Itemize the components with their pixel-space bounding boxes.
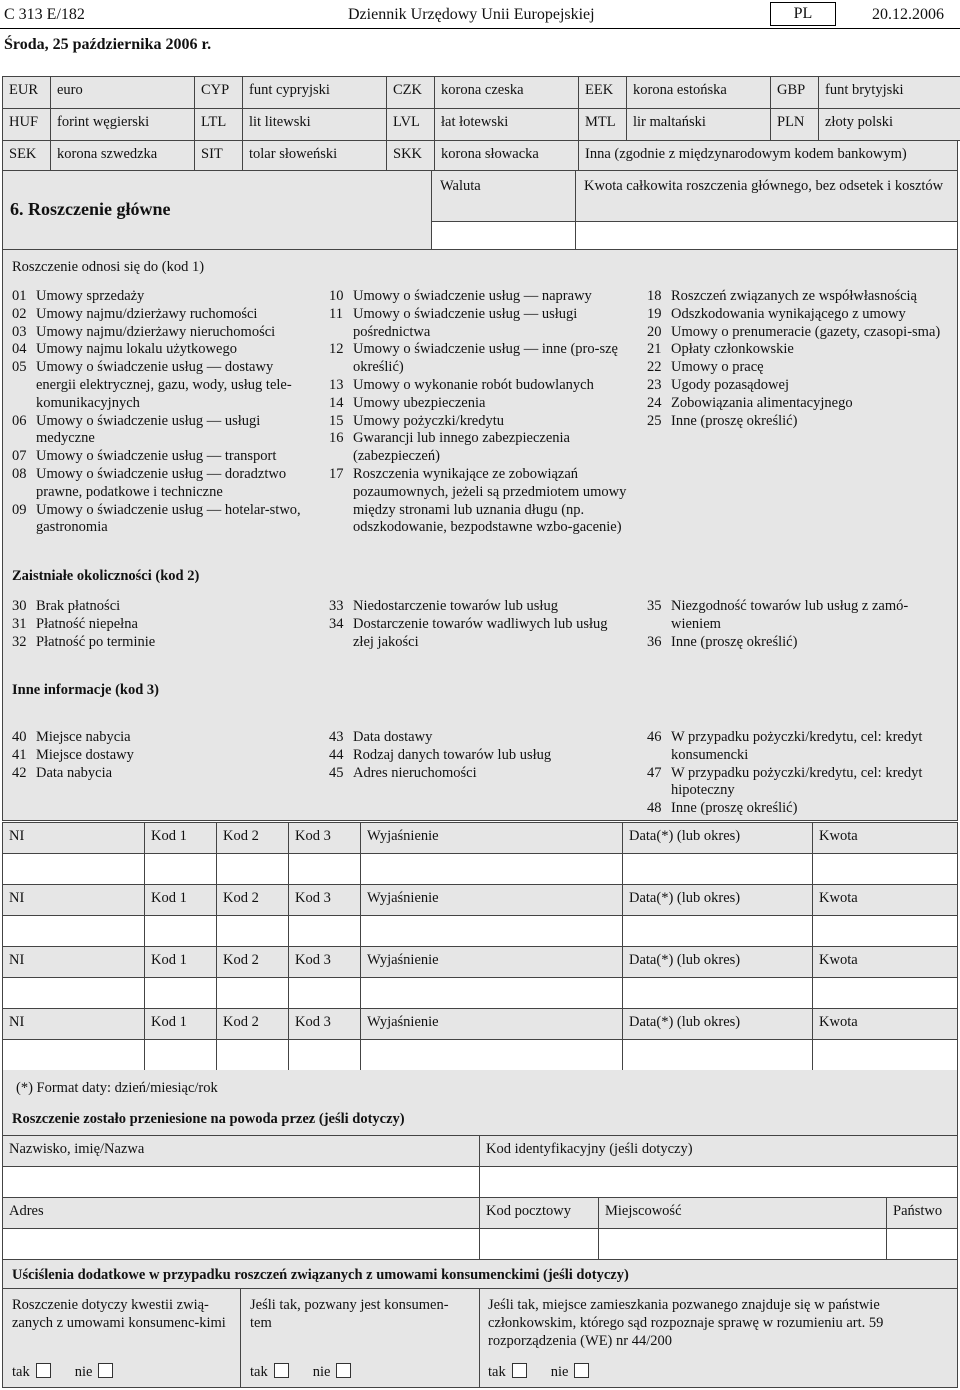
code-number: 24 xyxy=(647,394,662,411)
currency-name-pln: złoty polski xyxy=(818,108,960,141)
code-item xyxy=(12,306,312,324)
q1-yes-checkbox[interactable] xyxy=(36,1363,51,1378)
language-badge: PL xyxy=(770,2,836,26)
transfer-city-label: Miejscowość xyxy=(605,1203,682,1219)
section6-title: 6. Roszczenie główne xyxy=(10,199,171,219)
code-item xyxy=(329,413,632,431)
codes-code2-header xyxy=(216,946,289,978)
codes-amount-header xyxy=(812,822,958,854)
codes-amount-header xyxy=(812,1008,958,1040)
doc-date: 20.12.2006 xyxy=(872,6,944,23)
q3-yes-checkbox[interactable] xyxy=(512,1363,527,1378)
q1-yes-label: tak xyxy=(12,1364,30,1380)
code-item xyxy=(329,288,632,306)
q2-no-label: nie xyxy=(312,1364,331,1380)
code-number: 02 xyxy=(12,305,27,322)
transfer-postcode-input[interactable] xyxy=(479,1228,599,1260)
q1-no-label: nie xyxy=(74,1364,93,1380)
code-item xyxy=(647,288,943,306)
code-number: 13 xyxy=(329,376,344,393)
transfer-name-input[interactable] xyxy=(2,1166,480,1198)
code-text: Gwarancji lub innego zabezpieczenia (zabezpieczeń) xyxy=(353,430,570,465)
codes-date-label: Data(*) (lub okres) xyxy=(629,828,741,844)
code-number: 35 xyxy=(647,598,662,614)
code1-col1 xyxy=(12,288,312,537)
code-item xyxy=(329,306,632,342)
currency-name-lvl: łat łotewski xyxy=(434,108,579,141)
code-number: 15 xyxy=(329,412,344,429)
code3-col2 xyxy=(329,729,632,782)
q3-no-checkbox[interactable] xyxy=(574,1363,589,1378)
footnote: (*) Format daty: dzień/miesiąc/rok xyxy=(16,1080,218,1096)
code-text: Adres nieruchomości xyxy=(353,764,477,781)
code-text: Umowy o świadczenie usług — hotelar-stwo, gastronomia xyxy=(36,501,301,536)
currency-name-gbp: funt brytyjski xyxy=(818,76,960,109)
codes-code3-label: Kod 3 xyxy=(295,828,331,844)
code-number: 33 xyxy=(329,598,344,614)
code1-col2 xyxy=(329,288,632,537)
transfer-name-label: Nazwisko, imię/Nazwa xyxy=(9,1141,145,1157)
codes-explanation-header xyxy=(360,946,623,978)
transfer-id-cell xyxy=(479,1135,958,1167)
code2-col2 xyxy=(329,598,632,651)
currency-code-lvl[interactable]: LVL xyxy=(386,108,435,141)
codes-amount-header xyxy=(812,946,958,978)
codes-explanation-input[interactable] xyxy=(360,977,623,1009)
transfer-id-label: Kod identyfikacyjny (jeśli dotyczy) xyxy=(486,1141,693,1157)
codes-ni-label: NI xyxy=(9,1014,25,1030)
codes-explanation-label: Wyjaśnienie xyxy=(367,890,439,906)
codes-code3-header xyxy=(288,822,361,854)
code-number: 19 xyxy=(647,305,662,322)
code-number: 16 xyxy=(329,430,344,447)
code-number: 21 xyxy=(647,341,662,358)
currency-name-cyp: funt cypryjski xyxy=(242,76,387,109)
amount-label: Kwota całkowita roszczenia głównego, bez odsetek i kosztów xyxy=(584,178,944,194)
codes-code2-input[interactable] xyxy=(216,853,289,885)
transfer-id-input[interactable] xyxy=(479,1166,958,1198)
code-text: W przypadku pożyczki/kredytu, cel: kredyt konsumencki xyxy=(671,729,923,763)
code-text: Zobowiązania alimentacyjnego xyxy=(671,394,853,411)
code-text: Umowy ubezpieczenia xyxy=(353,394,486,411)
journal-title: Dziennik Urzędowy Unii Europejskiej xyxy=(348,6,595,23)
amount-input[interactable] xyxy=(575,221,958,250)
code-number: 43 xyxy=(329,729,344,745)
code-item xyxy=(647,359,943,377)
code-item xyxy=(647,306,943,324)
code-text: Umowy o świadczenie usług — dostawy energii elektrycznej, gazu, wody, usług tele-komunikacyjnych xyxy=(36,359,292,411)
code-item xyxy=(647,598,943,634)
consumer-q2: Jeśli tak, pozwany jest konsumen-tem xyxy=(250,1297,449,1331)
q3-no-label: nie xyxy=(550,1364,569,1380)
code-number: 17 xyxy=(329,465,344,482)
code-number: 45 xyxy=(329,764,344,781)
transfer-postcode-cell xyxy=(479,1197,599,1229)
code-text: Niezgodność towarów lub usług z zamó-wieniem xyxy=(671,598,909,632)
currency-input[interactable] xyxy=(431,221,576,250)
code3-title: Inne informacje (kod 3) xyxy=(12,682,160,698)
code-text: Umowy o świadczenie usług — usługi pośrednictwa xyxy=(353,305,578,340)
codes-code3-input[interactable] xyxy=(288,853,361,885)
codes-amount-input[interactable] xyxy=(812,915,958,947)
code-item xyxy=(329,466,632,537)
code-number: 11 xyxy=(329,305,343,322)
codes-code1-header xyxy=(144,822,217,854)
codes-date-label: Data(*) (lub okres) xyxy=(629,890,741,906)
codes-date-label: Data(*) (lub okres) xyxy=(629,952,741,968)
codes-code2-header xyxy=(216,822,289,854)
code-text: Umowy o świadczenie usług — doradztwo prawne, podatkowe i techniczne xyxy=(36,465,287,500)
code-text: Umowy najmu/dzierżawy ruchomości xyxy=(36,305,258,322)
codes-ni-header xyxy=(2,1008,145,1040)
q2-choice xyxy=(250,1363,351,1381)
code-number: 01 xyxy=(12,288,27,304)
codes-code3-input[interactable] xyxy=(288,977,361,1009)
codes-date-header xyxy=(622,822,813,854)
codes-code1-input[interactable] xyxy=(144,915,217,947)
code-item xyxy=(647,377,943,395)
codes-code3-input[interactable] xyxy=(288,915,361,947)
code-text: Umowy o prenumeracie (gazety, czasopi-sma) xyxy=(671,323,941,340)
currency-name-ltl: lit litewski xyxy=(242,108,387,141)
code-text: Umowy o wykonanie robót budowlanych xyxy=(353,376,594,393)
code-item xyxy=(12,616,312,634)
code-text: Umowy najmu/dzierżawy nieruchomości xyxy=(36,323,276,340)
consumer-q1: Roszczenie dotyczy kwestii zwią-zanych z umowami konsumenc-kimi xyxy=(12,1297,226,1331)
codes-amount-input[interactable] xyxy=(812,853,958,885)
code-text: Inne (proszę określić) xyxy=(671,412,798,429)
currency-code-czk[interactable]: CZK xyxy=(386,76,435,109)
codes-ni-input[interactable] xyxy=(2,915,145,947)
code-item xyxy=(647,634,943,652)
currency-code-mtl[interactable]: MTL xyxy=(578,108,627,141)
currency-code-skk[interactable]: SKK xyxy=(386,140,435,173)
codes-date-input[interactable] xyxy=(622,977,813,1009)
code-text: Roszczeń związanych ze współwłasnością xyxy=(671,288,917,304)
transfer-address-label: Adres xyxy=(9,1203,44,1219)
codes-explanation-header xyxy=(360,1008,623,1040)
codes-code3-header xyxy=(288,1008,361,1040)
code-number: 30 xyxy=(12,598,27,614)
currency-name-eur: euro xyxy=(50,76,195,109)
code-text: Dostarczenie towarów wadliwych lub usług złej jakości xyxy=(353,615,608,650)
codes-explanation-input[interactable] xyxy=(360,915,623,947)
code-item xyxy=(329,377,632,395)
code-number: 18 xyxy=(647,288,662,304)
currency-name-czk: korona czeska xyxy=(434,76,579,109)
codes-code1-label: Kod 1 xyxy=(151,952,187,968)
transfer-title: Roszczenie zostało przeniesione na powoda przez (jeśli dotyczy) xyxy=(12,1111,405,1127)
codes-date-header xyxy=(622,1008,813,1040)
header-divider xyxy=(0,28,960,29)
code-number: 36 xyxy=(647,633,662,650)
codes-code2-header xyxy=(216,1008,289,1040)
q3-choice xyxy=(488,1363,589,1381)
currency-code-pln[interactable]: PLN xyxy=(770,108,819,141)
currency-name-mtl: lir maltański xyxy=(626,108,771,141)
currency-name-sit: tolar słoweński xyxy=(242,140,387,173)
code-item xyxy=(647,800,943,818)
codes-amount-input[interactable] xyxy=(812,977,958,1009)
codes-code1-label: Kod 1 xyxy=(151,890,187,906)
codes-amount-label: Kwota xyxy=(819,890,858,906)
code-item xyxy=(12,413,312,449)
code-number: 07 xyxy=(12,448,27,465)
code-item xyxy=(329,430,632,466)
codes-code2-input[interactable] xyxy=(216,1039,289,1071)
codes-ni-input[interactable] xyxy=(2,1039,145,1071)
codes-date-input[interactable] xyxy=(622,1039,813,1071)
currency-label: Waluta xyxy=(440,178,481,194)
code-number: 23 xyxy=(647,376,662,393)
code-item xyxy=(647,413,943,431)
codes-explanation-input[interactable] xyxy=(360,853,623,885)
codes-code1-header xyxy=(144,946,217,978)
code-item xyxy=(12,598,312,616)
currency-code-sek[interactable]: SEK xyxy=(2,140,51,173)
codes-explanation-input[interactable] xyxy=(360,1039,623,1071)
codes-code1-header xyxy=(144,1008,217,1040)
codes-code1-header xyxy=(144,884,217,916)
currency-name-eek: korona estońska xyxy=(626,76,771,109)
code2-col1 xyxy=(12,598,312,651)
code-item xyxy=(329,765,632,783)
codes-code2-input[interactable] xyxy=(216,977,289,1009)
code-text: Umowy sprzedaży xyxy=(36,288,145,304)
codes-code2-label: Kod 2 xyxy=(223,890,259,906)
codes-ni-header xyxy=(2,884,145,916)
codes-ni-header xyxy=(2,946,145,978)
code-number: 48 xyxy=(647,800,662,817)
code-item xyxy=(329,598,632,616)
code-number: 20 xyxy=(647,323,662,340)
currency-name-sek: korona szwedzka xyxy=(50,140,195,173)
codes-ni-header xyxy=(2,822,145,854)
codes-code3-header xyxy=(288,884,361,916)
code-item xyxy=(647,324,943,342)
code1-col3 xyxy=(647,288,943,430)
code2-col3 xyxy=(647,598,943,651)
code-item xyxy=(329,729,632,747)
code-number: 32 xyxy=(12,633,27,650)
code-text: Data nabycia xyxy=(36,764,113,781)
q2-yes-checkbox[interactable] xyxy=(274,1363,289,1378)
code-text: Rodzaj danych towarów lub usług xyxy=(353,746,552,763)
session-date: Środa, 25 października 2006 r. xyxy=(4,36,212,53)
codes-code3-input[interactable] xyxy=(288,1039,361,1071)
code-item xyxy=(12,288,312,306)
codes-amount-label: Kwota xyxy=(819,1014,858,1030)
codes-amount-label: Kwota xyxy=(819,828,858,844)
consumer-title: Uściślenia dodatkowe w przypadku roszczeń związanych z umowami konsumenckimi (jeśli dotyczy) xyxy=(12,1267,629,1283)
code-number: 25 xyxy=(647,412,662,429)
code-number: 12 xyxy=(329,341,344,358)
codes-explanation-header xyxy=(360,884,623,916)
code-item xyxy=(647,341,943,359)
codes-code3-label: Kod 3 xyxy=(295,952,331,968)
code-text: Miejsce dostawy xyxy=(36,746,134,763)
code-item xyxy=(12,747,312,765)
transfer-city-input[interactable] xyxy=(598,1228,887,1260)
code-number: 31 xyxy=(12,615,27,632)
codes-code3-header xyxy=(288,946,361,978)
code-text: Umowy o świadczenie usług — usługi medyczne xyxy=(36,412,261,447)
code-item xyxy=(12,634,312,652)
code-number: 34 xyxy=(329,615,344,632)
codes-date-input[interactable] xyxy=(622,853,813,885)
code-number: 40 xyxy=(12,729,27,745)
code-text: Niedostarczenie towarów lub usług xyxy=(353,598,558,614)
currency-name-huf: forint węgierski xyxy=(50,108,195,141)
code-text: Płatność niepełna xyxy=(36,615,138,632)
code-item xyxy=(329,341,632,377)
codes-code2-label: Kod 2 xyxy=(223,952,259,968)
code-item xyxy=(12,765,312,783)
codes-amount-label: Kwota xyxy=(819,952,858,968)
code-number: 41 xyxy=(12,746,27,763)
code-item xyxy=(12,359,312,412)
code-item xyxy=(12,502,312,538)
code-number: 14 xyxy=(329,394,344,411)
codes-ni-input[interactable] xyxy=(2,977,145,1009)
code-number: 47 xyxy=(647,764,662,781)
code-item xyxy=(329,616,632,652)
codes-code1-label: Kod 1 xyxy=(151,1014,187,1030)
codes-explanation-label: Wyjaśnienie xyxy=(367,1014,439,1030)
currency-code-gbp[interactable]: GBP xyxy=(770,76,819,109)
codes-ni-input[interactable] xyxy=(2,853,145,885)
code-item xyxy=(12,341,312,359)
code-number: 05 xyxy=(12,359,27,376)
transfer-country-label: Państwo xyxy=(893,1203,943,1219)
codes-ni-label: NI xyxy=(9,828,25,844)
transfer-address-cell xyxy=(2,1197,480,1229)
currency-code-ltl[interactable]: LTL xyxy=(194,108,243,141)
code-text: Płatność po terminie xyxy=(36,633,156,650)
codes-code1-label: Kod 1 xyxy=(151,828,187,844)
codes-date-header xyxy=(622,884,813,916)
code-number: 09 xyxy=(12,501,27,518)
code3-col3 xyxy=(647,729,943,818)
code-item xyxy=(647,729,943,765)
codes-explanation-header xyxy=(360,822,623,854)
codes-ni-label: NI xyxy=(9,890,25,906)
code-text: Odszkodowania wynikającego z umowy xyxy=(671,305,906,322)
codes-amount-input[interactable] xyxy=(812,1039,958,1071)
codes-code1-input[interactable] xyxy=(144,1039,217,1071)
code-number: 42 xyxy=(12,764,27,781)
code-number: 46 xyxy=(647,729,662,745)
codes-code2-input[interactable] xyxy=(216,915,289,947)
code-number: 10 xyxy=(329,288,344,304)
codes-date-label: Data(*) (lub okres) xyxy=(629,1014,741,1030)
transfer-address-input[interactable] xyxy=(2,1228,480,1260)
q2-no-checkbox[interactable] xyxy=(336,1363,351,1378)
consumer-q3: Jeśli tak, miejsce zamieszkania pozwanego znajduje się w państwie członkowskim, którego sąd rozpoznaje sprawę w rozumieniu art. 59 rozporządzenia (WE) nr 44/200 xyxy=(488,1297,884,1349)
transfer-country-cell xyxy=(886,1197,958,1229)
transfer-name-cell xyxy=(2,1135,480,1167)
code-text: Umowy o pracę xyxy=(671,359,764,376)
code-text: Inne (proszę określić) xyxy=(671,800,798,817)
q2-yes-label: tak xyxy=(250,1364,268,1380)
code-item xyxy=(12,729,312,747)
code-text: Brak płatności xyxy=(36,598,121,614)
codes-code3-label: Kod 3 xyxy=(295,1014,331,1030)
currency-code-sit[interactable]: SIT xyxy=(194,140,243,173)
codes-code3-label: Kod 3 xyxy=(295,890,331,906)
transfer-postcode-label: Kod pocztowy xyxy=(486,1203,571,1219)
code-text: Opłaty członkowskie xyxy=(671,341,794,358)
code3-col1 xyxy=(12,729,312,782)
q1-choice xyxy=(12,1363,113,1381)
code-text: Miejsce nabycia xyxy=(36,729,131,745)
currency-code-eur[interactable]: EUR xyxy=(2,76,51,109)
code-item xyxy=(329,747,632,765)
q1-no-checkbox[interactable] xyxy=(98,1363,113,1378)
codes-ni-label: NI xyxy=(9,952,25,968)
doc-code: C 313 E/182 xyxy=(4,6,85,23)
code-text: Roszczenia wynikające ze zobowiązań pozaumownych, jeżeli są przedmiotem umowy między stronami lub uznania długu (np. odszkodowanie, bezpodstawne wzbo-gacenie) xyxy=(353,465,627,536)
currency-code-eek[interactable]: EEK xyxy=(578,76,627,109)
code-item xyxy=(12,448,312,466)
code-number: 22 xyxy=(647,359,662,376)
codes-date-input[interactable] xyxy=(622,915,813,947)
code-number: 03 xyxy=(12,323,27,340)
codes-amount-header xyxy=(812,884,958,916)
code-item xyxy=(12,466,312,502)
code-number: 04 xyxy=(12,341,27,358)
code-number: 06 xyxy=(12,412,27,429)
codes-code1-input[interactable] xyxy=(144,977,217,1009)
q3-yes-label: tak xyxy=(488,1364,506,1380)
code-text: Inne (proszę określić) xyxy=(671,633,798,650)
code-text: Umowy o świadczenie usług — naprawy xyxy=(353,288,592,304)
code2-title: Zaistniałe okoliczności (kod 2) xyxy=(12,568,200,584)
currency-name-skk: korona słowacka xyxy=(434,140,579,173)
code-item xyxy=(647,765,943,801)
code-item xyxy=(647,395,943,413)
codes-code1-input[interactable] xyxy=(144,853,217,885)
codes-code2-label: Kod 2 xyxy=(223,1014,259,1030)
transfer-country-input[interactable] xyxy=(886,1228,958,1260)
codes-date-header xyxy=(622,946,813,978)
currency-code-huf[interactable]: HUF xyxy=(2,108,51,141)
code-number: 44 xyxy=(329,746,344,763)
currency-code-cyp[interactable]: CYP xyxy=(194,76,243,109)
code-text: Ugody pozasądowej xyxy=(671,376,789,393)
code-text: W przypadku pożyczki/kredytu, cel: kredyt hipoteczny xyxy=(671,764,923,799)
currency-other[interactable]: Inna (zgodnie z międzynarodowym kodem bankowym) xyxy=(578,140,958,173)
code-text: Umowy najmu lokalu użytkowego xyxy=(36,341,237,358)
codes-code2-label: Kod 2 xyxy=(223,828,259,844)
codes-explanation-label: Wyjaśnienie xyxy=(367,952,439,968)
code-item xyxy=(329,395,632,413)
codes-explanation-label: Wyjaśnienie xyxy=(367,828,439,844)
code-text: Data dostawy xyxy=(353,729,433,745)
code1-title: Roszczenie odnosi się do (kod 1) xyxy=(12,259,205,275)
codes-code2-header xyxy=(216,884,289,916)
code-text: Umowy o świadczenie usług — transport xyxy=(36,448,277,465)
code-text: Umowy pożyczki/kredytu xyxy=(353,412,505,429)
code-number: 08 xyxy=(12,465,27,482)
transfer-city-cell xyxy=(598,1197,887,1229)
code-text: Umowy o świadczenie usług — inne (pro-szę określić) xyxy=(353,341,618,376)
code-item xyxy=(12,324,312,342)
